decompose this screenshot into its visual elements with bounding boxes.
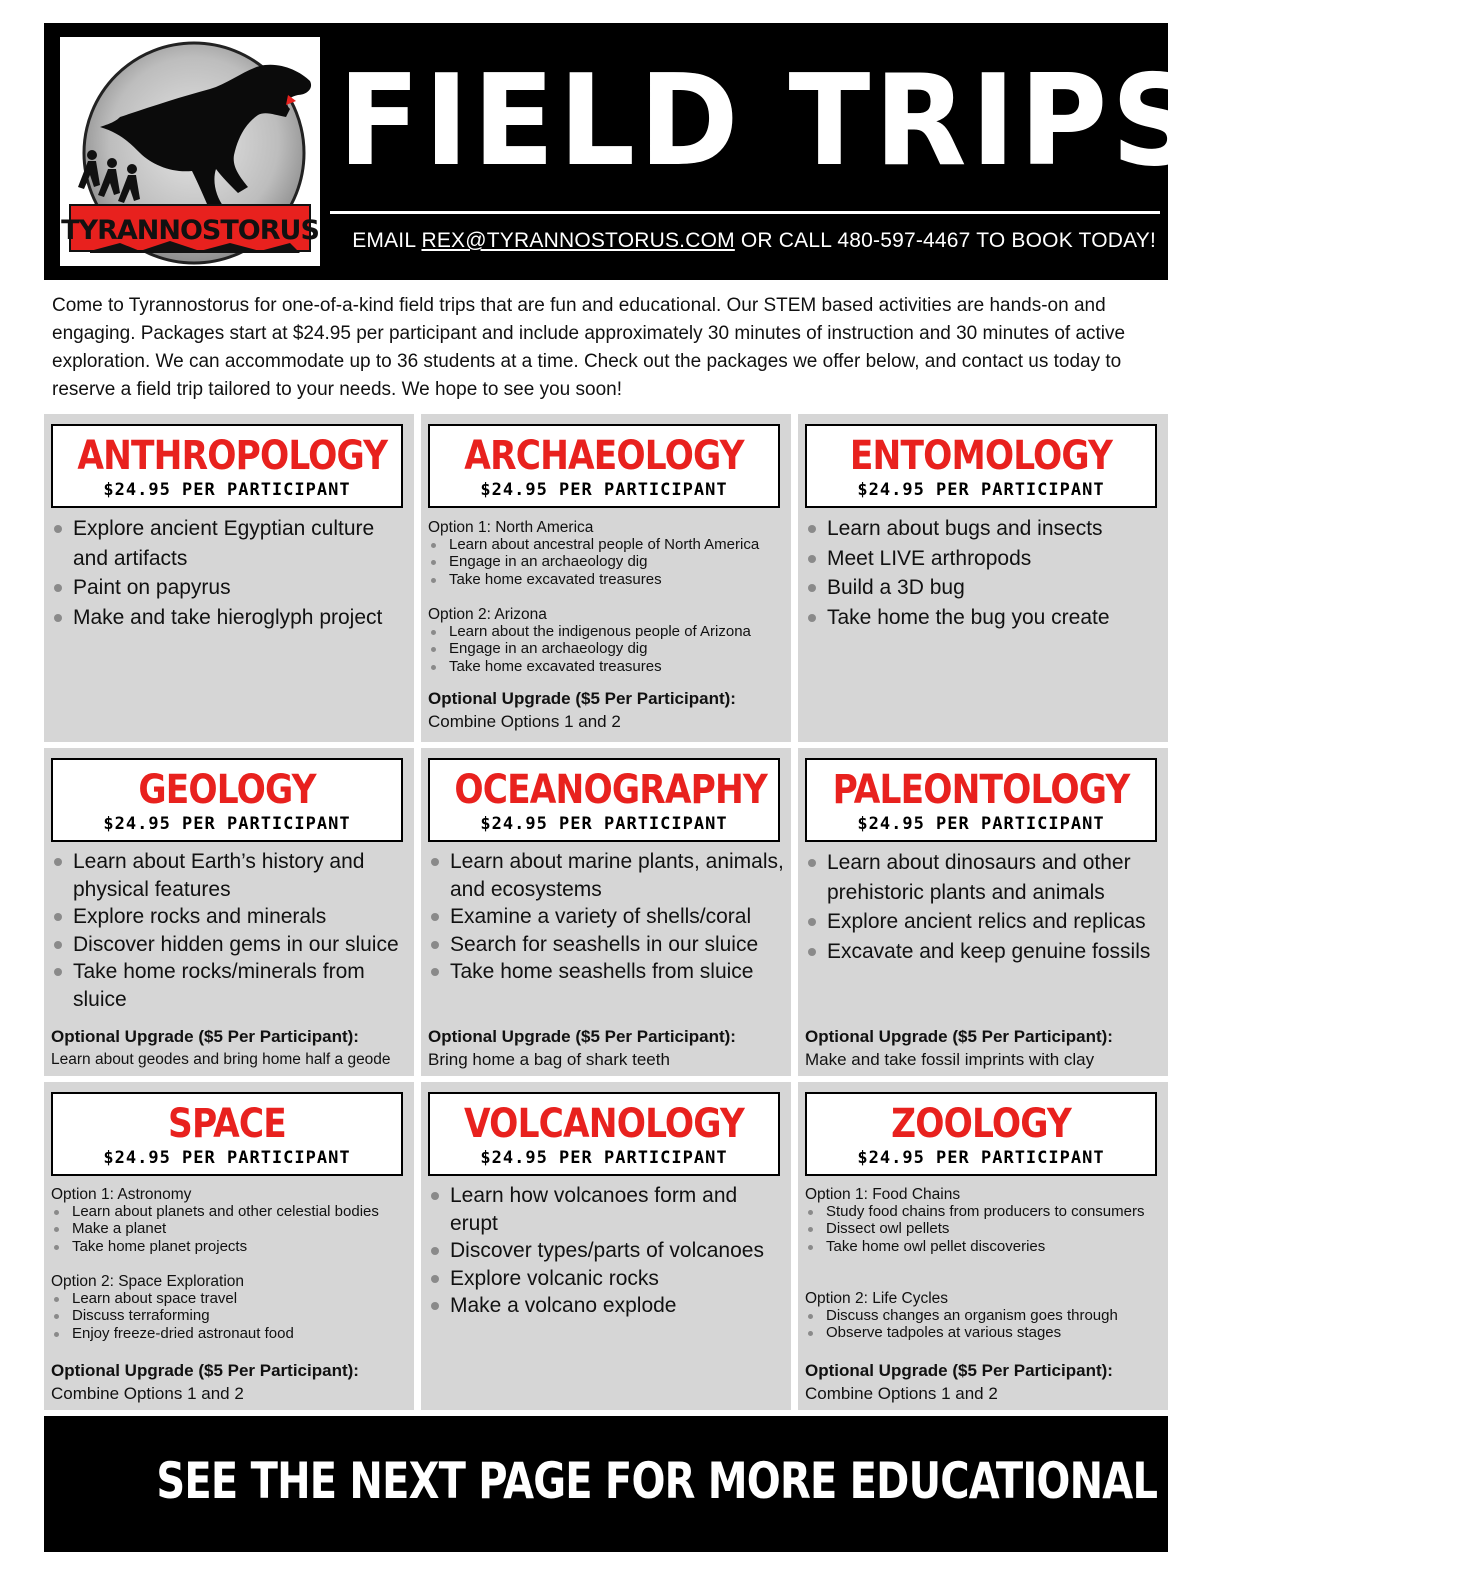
option-label: Option 2: Space Exploration	[51, 1273, 245, 1290]
list-item: Examine a variety of shells/coral	[429, 903, 785, 931]
list-item: Study food chains from producers to consumers	[805, 1203, 1165, 1220]
list-item: Learn about dinosaurs and other prehistoric plants and animals	[806, 848, 1162, 907]
card-price: $24.95 PER PARTICIPANT	[103, 480, 351, 500]
booking-line	[336, 227, 1156, 255]
option-2	[51, 1273, 411, 1342]
list-item: Take home excavated treasures	[428, 571, 788, 588]
option-list	[805, 1203, 1165, 1255]
card-header	[805, 758, 1157, 842]
option-list	[51, 1203, 411, 1255]
upgrade-heading: Optional Upgrade ($5 Per Participant):	[805, 1361, 1113, 1380]
header-banner	[44, 23, 1202, 280]
list-item: Learn about Earth’s history and physical features	[52, 848, 408, 903]
option-label: Option 1: Food Chains	[805, 1186, 961, 1203]
list-item: Make and take hieroglyph project	[52, 603, 408, 633]
card-title: SPACE	[168, 1101, 286, 1147]
option-1	[51, 1186, 411, 1255]
upgrade-text: Combine Options 1 and 2	[51, 1384, 244, 1403]
card-header	[428, 1092, 780, 1176]
card-title: ZOOLOGY	[891, 1101, 1071, 1147]
option-1	[428, 519, 788, 588]
list-item: Explore ancient relics and replicas	[806, 907, 1162, 937]
upgrade-text: Make and take fossil imprints with clay	[805, 1050, 1095, 1069]
list-item: Explore volcanic rocks	[429, 1265, 785, 1293]
card-header	[805, 1092, 1157, 1176]
card-title: OCEANOGRAPHY	[454, 767, 767, 813]
option-list	[428, 536, 788, 588]
list-item: Take home owl pellet discoveries	[805, 1238, 1165, 1255]
list-item: Explore ancient Egyptian culture and artifacts	[52, 514, 408, 573]
upgrade-text: Bring home a bag of shark teeth	[428, 1050, 670, 1069]
card-space	[44, 1082, 414, 1410]
cta-suffix: OR CALL 480-597-4467 TO BOOK TODAY!	[734, 229, 1156, 252]
activity-list	[429, 1182, 785, 1320]
upgrade-heading: Optional Upgrade ($5 Per Participant):	[428, 689, 736, 708]
list-item: Discover types/parts of volcanoes	[429, 1237, 785, 1265]
card-volcanology	[421, 1082, 791, 1410]
upgrade-text: Combine Options 1 and 2	[805, 1384, 998, 1403]
card-header	[805, 424, 1157, 508]
card-title: ARCHAEOLOGY	[464, 433, 744, 479]
card-title: VOLCANOLOGY	[464, 1101, 744, 1147]
list-item: Paint on papyrus	[52, 573, 408, 603]
card-archaeology	[421, 414, 791, 742]
list-item: Make a volcano explode	[429, 1292, 785, 1320]
option-list	[51, 1290, 411, 1342]
footer-banner	[44, 1416, 1482, 1552]
upgrade-heading: Optional Upgrade ($5 Per Participant):	[428, 1027, 736, 1046]
card-price: $24.95 PER PARTICIPANT	[103, 814, 351, 834]
upgrade-heading: Optional Upgrade ($5 Per Participant):	[805, 1027, 1113, 1046]
card-geology	[44, 748, 414, 1076]
option-label: Option 2: Life Cycles	[805, 1290, 949, 1307]
card-price: $24.95 PER PARTICIPANT	[480, 480, 728, 500]
list-item: Learn how volcanoes form and erupt	[429, 1182, 785, 1237]
optional-upgrade	[428, 1026, 788, 1072]
header-divider	[330, 211, 1160, 214]
logo-graphic	[60, 37, 320, 266]
option-list	[805, 1307, 1165, 1342]
list-item: Discover hidden gems in our sluice	[52, 931, 408, 959]
card-price: $24.95 PER PARTICIPANT	[857, 814, 1105, 834]
activity-list	[52, 514, 408, 632]
option-1	[805, 1186, 1165, 1255]
card-price: $24.95 PER PARTICIPANT	[103, 1148, 351, 1168]
packages-grid	[44, 414, 1168, 1410]
card-title: ANTHROPOLOGY	[77, 433, 388, 479]
optional-upgrade	[805, 1026, 1165, 1072]
card-title: PALEONTOLOGY	[832, 767, 1130, 813]
list-item: Learn about marine plants, animals, and ecosystems	[429, 848, 785, 903]
list-item: Take home planet projects	[51, 1238, 411, 1255]
footer-text: SEE THE NEXT PAGE FOR MORE EDUCATIONAL ADVENTURES!	[156, 1452, 1482, 1510]
list-item: Learn about the indigenous people of Arizona	[428, 623, 788, 640]
list-item: Take home seashells from sluice	[429, 958, 785, 986]
card-header	[428, 424, 780, 508]
card-oceanography	[421, 748, 791, 1076]
card-header	[428, 758, 780, 842]
list-item: Observe tadpoles at various stages	[805, 1324, 1165, 1341]
cta-prefix: EMAIL	[352, 229, 422, 252]
list-item: Discuss terraforming	[51, 1307, 411, 1324]
activity-list	[429, 848, 785, 986]
activity-list	[806, 848, 1162, 966]
list-item: Take home excavated treasures	[428, 658, 788, 675]
list-item: Learn about space travel	[51, 1290, 411, 1307]
activity-list	[52, 848, 408, 1013]
intro-paragraph: Come to Tyrannostorus for one-of-a-kind field trips that are fun and educational. Our STEM based activities are hands-on and engaging. Packages start at $24.95 per participant and include approximately 30 minutes of instruction and 30 minutes of active exploration. We can accommodate up to 36 students at a time. Check out the packages we offer below, and contact us today to reserve a field trip tailored to your needs. We hope to see you soon!	[52, 295, 1126, 400]
upgrade-heading: Optional Upgrade ($5 Per Participant):	[51, 1027, 359, 1046]
card-zoology	[798, 1082, 1168, 1410]
card-paleontology	[798, 748, 1168, 1076]
upgrade-text: Learn about geodes and bring home half a geode	[51, 1051, 391, 1068]
optional-upgrade	[805, 1360, 1165, 1406]
list-item: Dissect owl pellets	[805, 1220, 1165, 1237]
optional-upgrade	[51, 1360, 411, 1406]
list-item: Learn about ancestral people of North America	[428, 536, 788, 553]
card-anthropology	[44, 414, 414, 742]
card-price: $24.95 PER PARTICIPANT	[857, 480, 1105, 500]
card-price: $24.95 PER PARTICIPANT	[480, 814, 728, 834]
email-link[interactable]: REX@TYRANNOSTORUS.COM	[421, 229, 735, 252]
page-title: FIELD TRIPS	[338, 48, 1202, 195]
option-2	[428, 606, 788, 675]
option-2	[805, 1290, 1165, 1342]
card-header	[51, 758, 403, 842]
list-item: Explore rocks and minerals	[52, 903, 408, 931]
option-label: Option 1: North America	[428, 519, 594, 536]
list-item: Engage in an archaeology dig	[428, 640, 788, 657]
logo-wordmark: TYRANNOSTORUS	[61, 215, 319, 246]
card-price: $24.95 PER PARTICIPANT	[480, 1148, 728, 1168]
list-item: Enjoy freeze-dried astronaut food	[51, 1325, 411, 1342]
optional-upgrade	[51, 1026, 411, 1072]
tyrannostorus-logo	[60, 37, 320, 266]
card-price: $24.95 PER PARTICIPANT	[857, 1148, 1105, 1168]
list-item: Take home rocks/minerals from sluice	[52, 958, 408, 1013]
list-item: Meet LIVE arthropods	[806, 544, 1162, 574]
upgrade-text: Combine Options 1 and 2	[428, 712, 621, 731]
card-header	[51, 1092, 403, 1176]
activity-list	[806, 514, 1162, 632]
list-item: Build a 3D bug	[806, 573, 1162, 603]
list-item: Take home the bug you create	[806, 603, 1162, 633]
card-title: ENTOMOLOGY	[849, 433, 1113, 479]
list-item: Search for seashells in our sluice	[429, 931, 785, 959]
list-item: Excavate and keep genuine fossils	[806, 937, 1162, 967]
option-list	[428, 623, 788, 675]
list-item: Discuss changes an organism goes through	[805, 1307, 1165, 1324]
option-label: Option 1: Astronomy	[51, 1186, 192, 1203]
card-header	[51, 424, 403, 508]
list-item: Make a planet	[51, 1220, 411, 1237]
card-entomology	[798, 414, 1168, 742]
list-item: Learn about planets and other celestial bodies	[51, 1203, 411, 1220]
optional-upgrade	[428, 688, 788, 734]
list-item: Engage in an archaeology dig	[428, 553, 788, 570]
card-title: GEOLOGY	[138, 767, 316, 813]
upgrade-heading: Optional Upgrade ($5 Per Participant):	[51, 1361, 359, 1380]
option-label: Option 2: Arizona	[428, 606, 547, 623]
list-item: Learn about bugs and insects	[806, 514, 1162, 544]
